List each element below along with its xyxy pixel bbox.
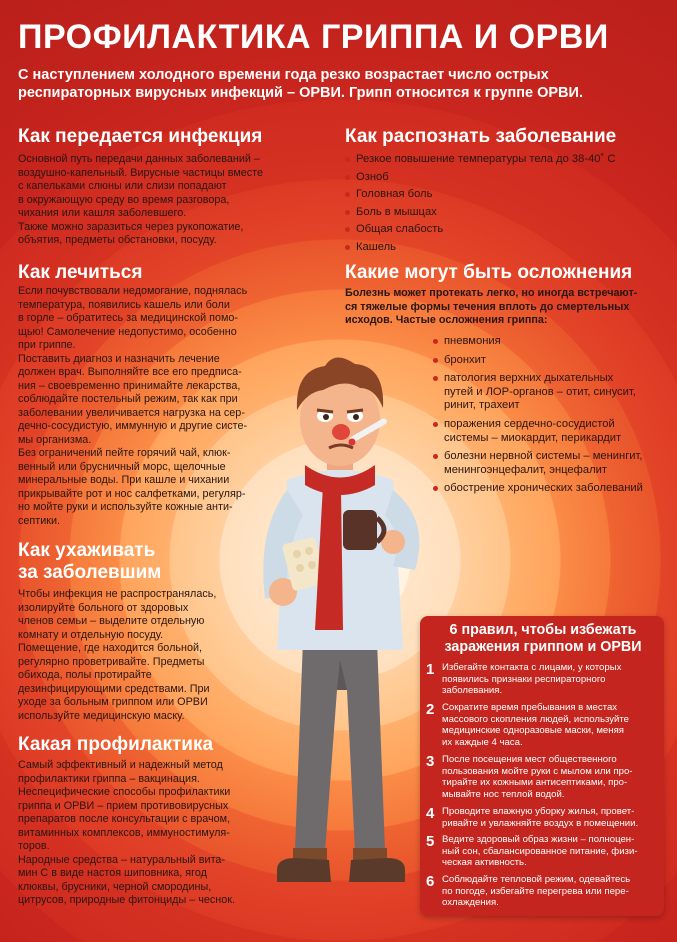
rule-line: После посещения мест общественного	[442, 754, 617, 765]
list-item: Головная боль	[345, 188, 665, 202]
text-line: клюквы, брусники, черной смородины,	[18, 880, 212, 893]
text-line: Народные средства – натуральный вита-	[18, 853, 225, 866]
intro-text	[18, 66, 668, 102]
text-line: Болезнь может протекать легко, но иногда встречают-	[345, 287, 638, 299]
rule-line: их каждые 4 часа.	[442, 736, 523, 748]
text-line: соблюдайте постельный режим, так как при	[18, 393, 238, 405]
text-line: Поставить диагноз и назначить лечение	[18, 352, 220, 365]
list-item	[433, 418, 668, 445]
care-heading-line: Как ухаживать	[18, 540, 156, 561]
list-item: Резкое повышение температуры тела до 38-40˚ С	[345, 153, 665, 167]
treatment-heading: Как лечиться	[18, 262, 143, 283]
text-line: Если почувствовали недомогание, поднялась	[18, 285, 248, 297]
rule-item	[426, 754, 658, 800]
text-line: воздушно-капельный. Вирусные частицы вместе	[18, 166, 264, 179]
text-line: температура, появились кашель или боли	[18, 298, 230, 311]
prevention-heading: Какая профилактика	[18, 734, 214, 755]
text-line: мы организма.	[18, 433, 92, 446]
text-line: Помещение, где находится больной,	[18, 642, 203, 654]
list-item-line: болезни нервной системы – менингит,	[444, 450, 643, 463]
text-line: Также можно заразиться через рукопожатие,	[18, 220, 244, 233]
text-line: комнату и отдельную посуду.	[18, 628, 164, 641]
text-line: мин С в виде настоя шиповника, ягод	[18, 867, 207, 879]
text-line: минеральные воды. При кашле и чихании	[18, 474, 230, 486]
text-line: объятия, предметы обстановки, посуду.	[18, 234, 217, 246]
rule-number: 3	[426, 753, 435, 770]
text-line: препаратов после консультации с врачом,	[18, 813, 231, 825]
text-line: регулярно проветривайте. Предметы	[18, 655, 205, 668]
intro-line: С наступлением холодного времени года резко возрастает число острых	[18, 67, 549, 83]
rule-text	[438, 754, 658, 800]
rule-line: Ведите здоровый образ жизни – полноцен-	[442, 834, 635, 845]
text-line: заболевании увеличивается нагрузка на сер-	[18, 406, 245, 419]
text-line: Без ограничений пейте горячий чай, клюк-	[18, 447, 231, 459]
text-line: изолируйте больного от здоровых	[18, 601, 189, 614]
rule-number: 5	[426, 833, 435, 850]
list-item-line: поражения сердечно-сосудистой	[444, 417, 615, 430]
text-line: дечно-сосудистую, иммунную и другие систе-	[18, 420, 248, 432]
rule-line: медицинские одноразовые маски, меняя	[442, 725, 624, 737]
text-line: используйте медицинскую маску.	[18, 709, 185, 722]
list-item-line: обострение хронических заболеваний	[444, 482, 643, 495]
page-title: ПРОФИЛАКТИКА ГРИППА И ОРВИ	[18, 18, 609, 56]
rule-text	[438, 834, 658, 869]
complications-intro	[345, 287, 665, 328]
text-line: в окружающую среду во время разговора,	[18, 193, 230, 206]
text-line: венный или брусничный морс, щелочные	[18, 460, 226, 473]
text-line: дезинфицирующими средствами. При	[18, 682, 210, 695]
text-line: членов семьи – выделите отдельную	[18, 615, 205, 627]
rule-line: ривайте и увлажняйте воздух в помещении.	[442, 817, 639, 829]
text-line: гриппа и ОРВИ – прием противовирусных	[18, 799, 229, 812]
rule-number: 2	[426, 701, 435, 718]
text-line: в горле – обратитесь за медицинской помо-	[18, 312, 238, 324]
list-item-line: системы – миокардит, перикардит	[444, 431, 622, 444]
list-item: Озноб	[345, 171, 665, 185]
rules-title-line: 6 правил, чтобы избежать	[449, 622, 637, 638]
rule-line: Избегайте контакта с лицами, у которых	[442, 662, 622, 673]
text-line: торов.	[18, 840, 50, 852]
rule-item	[426, 662, 658, 697]
list-item: Кашель	[345, 241, 665, 255]
text-line: прикрывайте рот и нос салфетками, регуляр-	[18, 487, 246, 500]
list-item	[433, 354, 668, 368]
list-item-line: пневмония	[444, 335, 501, 347]
rule-line: Сократите время пребывания в местах	[442, 702, 618, 713]
transmission-heading: Как передается инфекция	[18, 126, 263, 147]
rule-line: по погоде, избегайте перегрева или пере-	[442, 885, 629, 897]
list-item	[433, 335, 668, 349]
text-line: щью! Самолечение недопустимо, особенно	[18, 325, 237, 338]
text-line: Основной путь передачи данных заболеваний –	[18, 153, 260, 165]
list-item-line: менингоэнцефалит, энцефалит	[444, 463, 607, 476]
text-line: профилактики гриппа – вакцинация.	[18, 772, 200, 785]
rule-line: пользования мойте руки с мылом или про-	[442, 765, 633, 777]
transmission-text	[18, 153, 323, 248]
text-line: ся тяжелые формы течения вплоть до смертельных	[345, 300, 630, 313]
text-line: септики.	[18, 514, 60, 527]
list-item-line: путей и ЛОР-органов – отит, синусит,	[444, 385, 636, 398]
rule-number: 1	[426, 661, 435, 678]
list-item-line: ринит, трахеит	[444, 399, 520, 412]
rule-item	[426, 874, 658, 909]
complications-heading: Какие могут быть осложнения	[345, 262, 633, 283]
care-heading-line: за заболевшим	[18, 562, 162, 583]
text-line: ния – своевременно принимайте лекарства,	[18, 379, 241, 392]
text-line: Неспецифические способы профилактики	[18, 786, 231, 798]
rules-title	[430, 622, 656, 656]
rule-line: Проводите влажную уборку жилья, провет-	[442, 806, 635, 817]
text-line: чихания или кашля заболевшего.	[18, 207, 187, 219]
rule-text	[438, 874, 658, 909]
text-line: Чтобы инфекция не распространялась,	[18, 588, 217, 600]
rule-text	[438, 662, 658, 697]
text-line: исходов. Частые осложнения гриппа:	[345, 314, 548, 326]
rule-line: массового скопления людей, используйте	[442, 713, 630, 725]
rules-box	[420, 616, 664, 916]
text-line: Самый эффективный и надежный метод	[18, 759, 223, 771]
rule-line: Соблюдайте тепловой режим, одевайтесь	[442, 874, 631, 885]
rule-text	[438, 806, 658, 829]
list-item-line: патология верхних дыхательных	[444, 372, 614, 385]
text-line: цитрусов, природные фитонциды – чеснок.	[18, 894, 235, 906]
list-item: Боль в мышцах	[345, 206, 665, 220]
rule-item	[426, 806, 658, 829]
rule-line: мывайте нос теплой водой.	[442, 788, 565, 800]
text-line: но мойте руки и используйте кожные анти-	[18, 501, 233, 513]
rules-title-line: заражения гриппом и ОРВИ	[444, 639, 642, 655]
text-line: с капельками слюны или слизи попадают	[18, 180, 227, 192]
rule-line: появились признаки респираторного	[442, 673, 606, 685]
symptoms-heading: Как распознать заболевание	[345, 126, 617, 147]
symptoms-list	[345, 153, 665, 255]
rule-item	[426, 834, 658, 869]
care-heading	[18, 540, 161, 584]
list-item	[433, 482, 668, 496]
rule-line: тирайте их кожными антисептиками, про-	[442, 777, 628, 789]
list-item-line: бронхит	[444, 353, 486, 366]
list-item: Общая слабость	[345, 223, 665, 237]
rule-line: заболевания.	[442, 685, 503, 697]
rule-item	[426, 702, 658, 748]
complications-list	[433, 335, 668, 496]
rule-line: ный сон, сбалансированное питание, физи-	[442, 845, 638, 857]
text-line: уходе за больным гриппом или ОРВИ	[18, 696, 208, 708]
rule-text	[438, 702, 658, 748]
text-line: обихода, полы протирайте	[18, 669, 152, 681]
intro-line: респираторных вирусных инфекций – ОРВИ. Грипп относится к группе ОРВИ.	[18, 85, 583, 101]
text-line: должен врач. Выполняйте все его предписа-	[18, 366, 242, 378]
list-item	[433, 450, 668, 477]
list-item	[433, 372, 668, 413]
text-line: при гриппе.	[18, 339, 76, 351]
text-line: витаминных комплексов, иммуностимуля-	[18, 826, 230, 839]
rule-line: охлаждения.	[442, 897, 499, 909]
rule-number: 6	[426, 873, 435, 890]
rule-line: ческая активность.	[442, 857, 527, 869]
care-text	[18, 588, 248, 723]
rule-number: 4	[426, 805, 435, 822]
